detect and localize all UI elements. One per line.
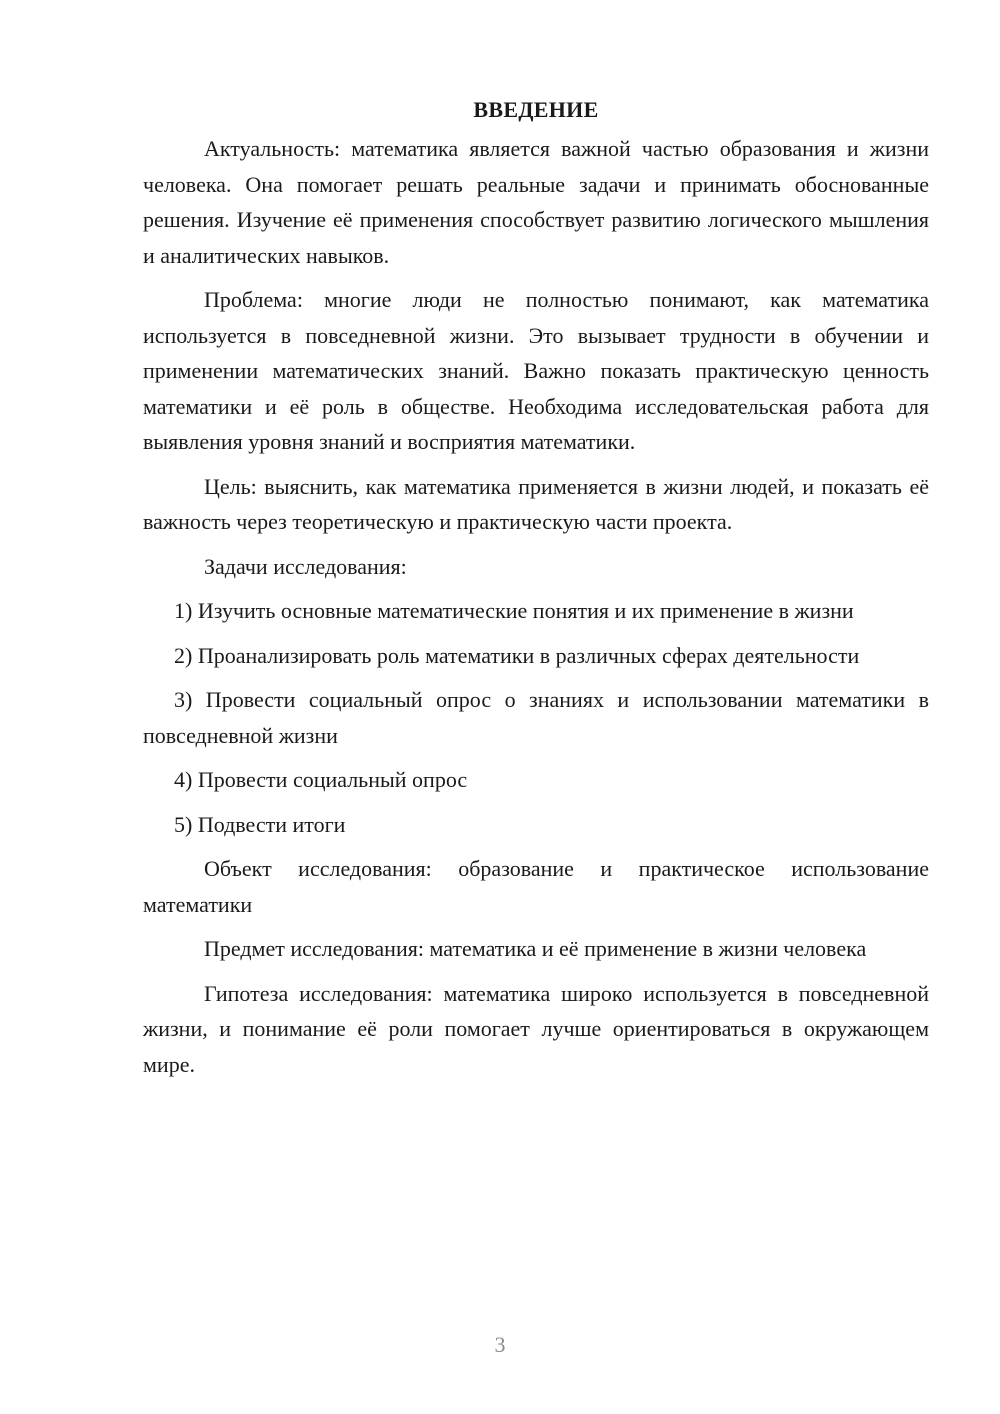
- task-item-3: 3) Провести социальный опрос о знаниях и использовании математики в повседневной жизни: [143, 687, 929, 748]
- page-number: 3: [494, 1332, 506, 1357]
- task-item-5: 5) Подвести итоги: [174, 811, 346, 837]
- subject-paragraph: Предмет исследования: математика и её применение в жизни человека: [204, 936, 867, 961]
- document-body: [143, 92, 929, 1082]
- object-paragraph: Объект исследования: образование и практическое использование математики: [143, 856, 929, 917]
- hypothesis-paragraph: Гипотеза исследования: математика широко используется в повседневной жизни, и понимание её роли помогает лучше ориентироваться в окружающем мире.: [143, 980, 929, 1077]
- tasks-heading: Задачи исследования:: [204, 553, 407, 579]
- task-item-1: 1) Изучить основные математические понятия и их применение в жизни: [174, 598, 854, 623]
- section-title: ВВЕДЕНИЕ: [473, 97, 599, 122]
- goal-paragraph: Цель: выяснить, как математика применяется в жизни людей, и показать её важность через теоретическую и практическую части проекта.: [143, 473, 929, 534]
- problem-paragraph: Проблема: многие люди не полностью понимают, как математика используется в повседневной жизни. Это вызывает трудности в обучении и применении математических знаний. Важно показать практическую ценность математики и её роль в обществе. Необходима исследовательская работа для выявления уровня знаний и восприятия математики.: [143, 287, 929, 454]
- relevance-paragraph: Актуальность: математика является важной частью образования и жизни человека. Она помогает решать реальные задачи и принимать обоснованные решения. Изучение её применения способствует развитию логического мышления и аналитических навыков.: [143, 136, 929, 268]
- task-item-2: 2) Проанализировать роль математики в различных сферах деятельности: [174, 642, 860, 668]
- task-item-4: 4) Провести социальный опрос: [174, 767, 468, 792]
